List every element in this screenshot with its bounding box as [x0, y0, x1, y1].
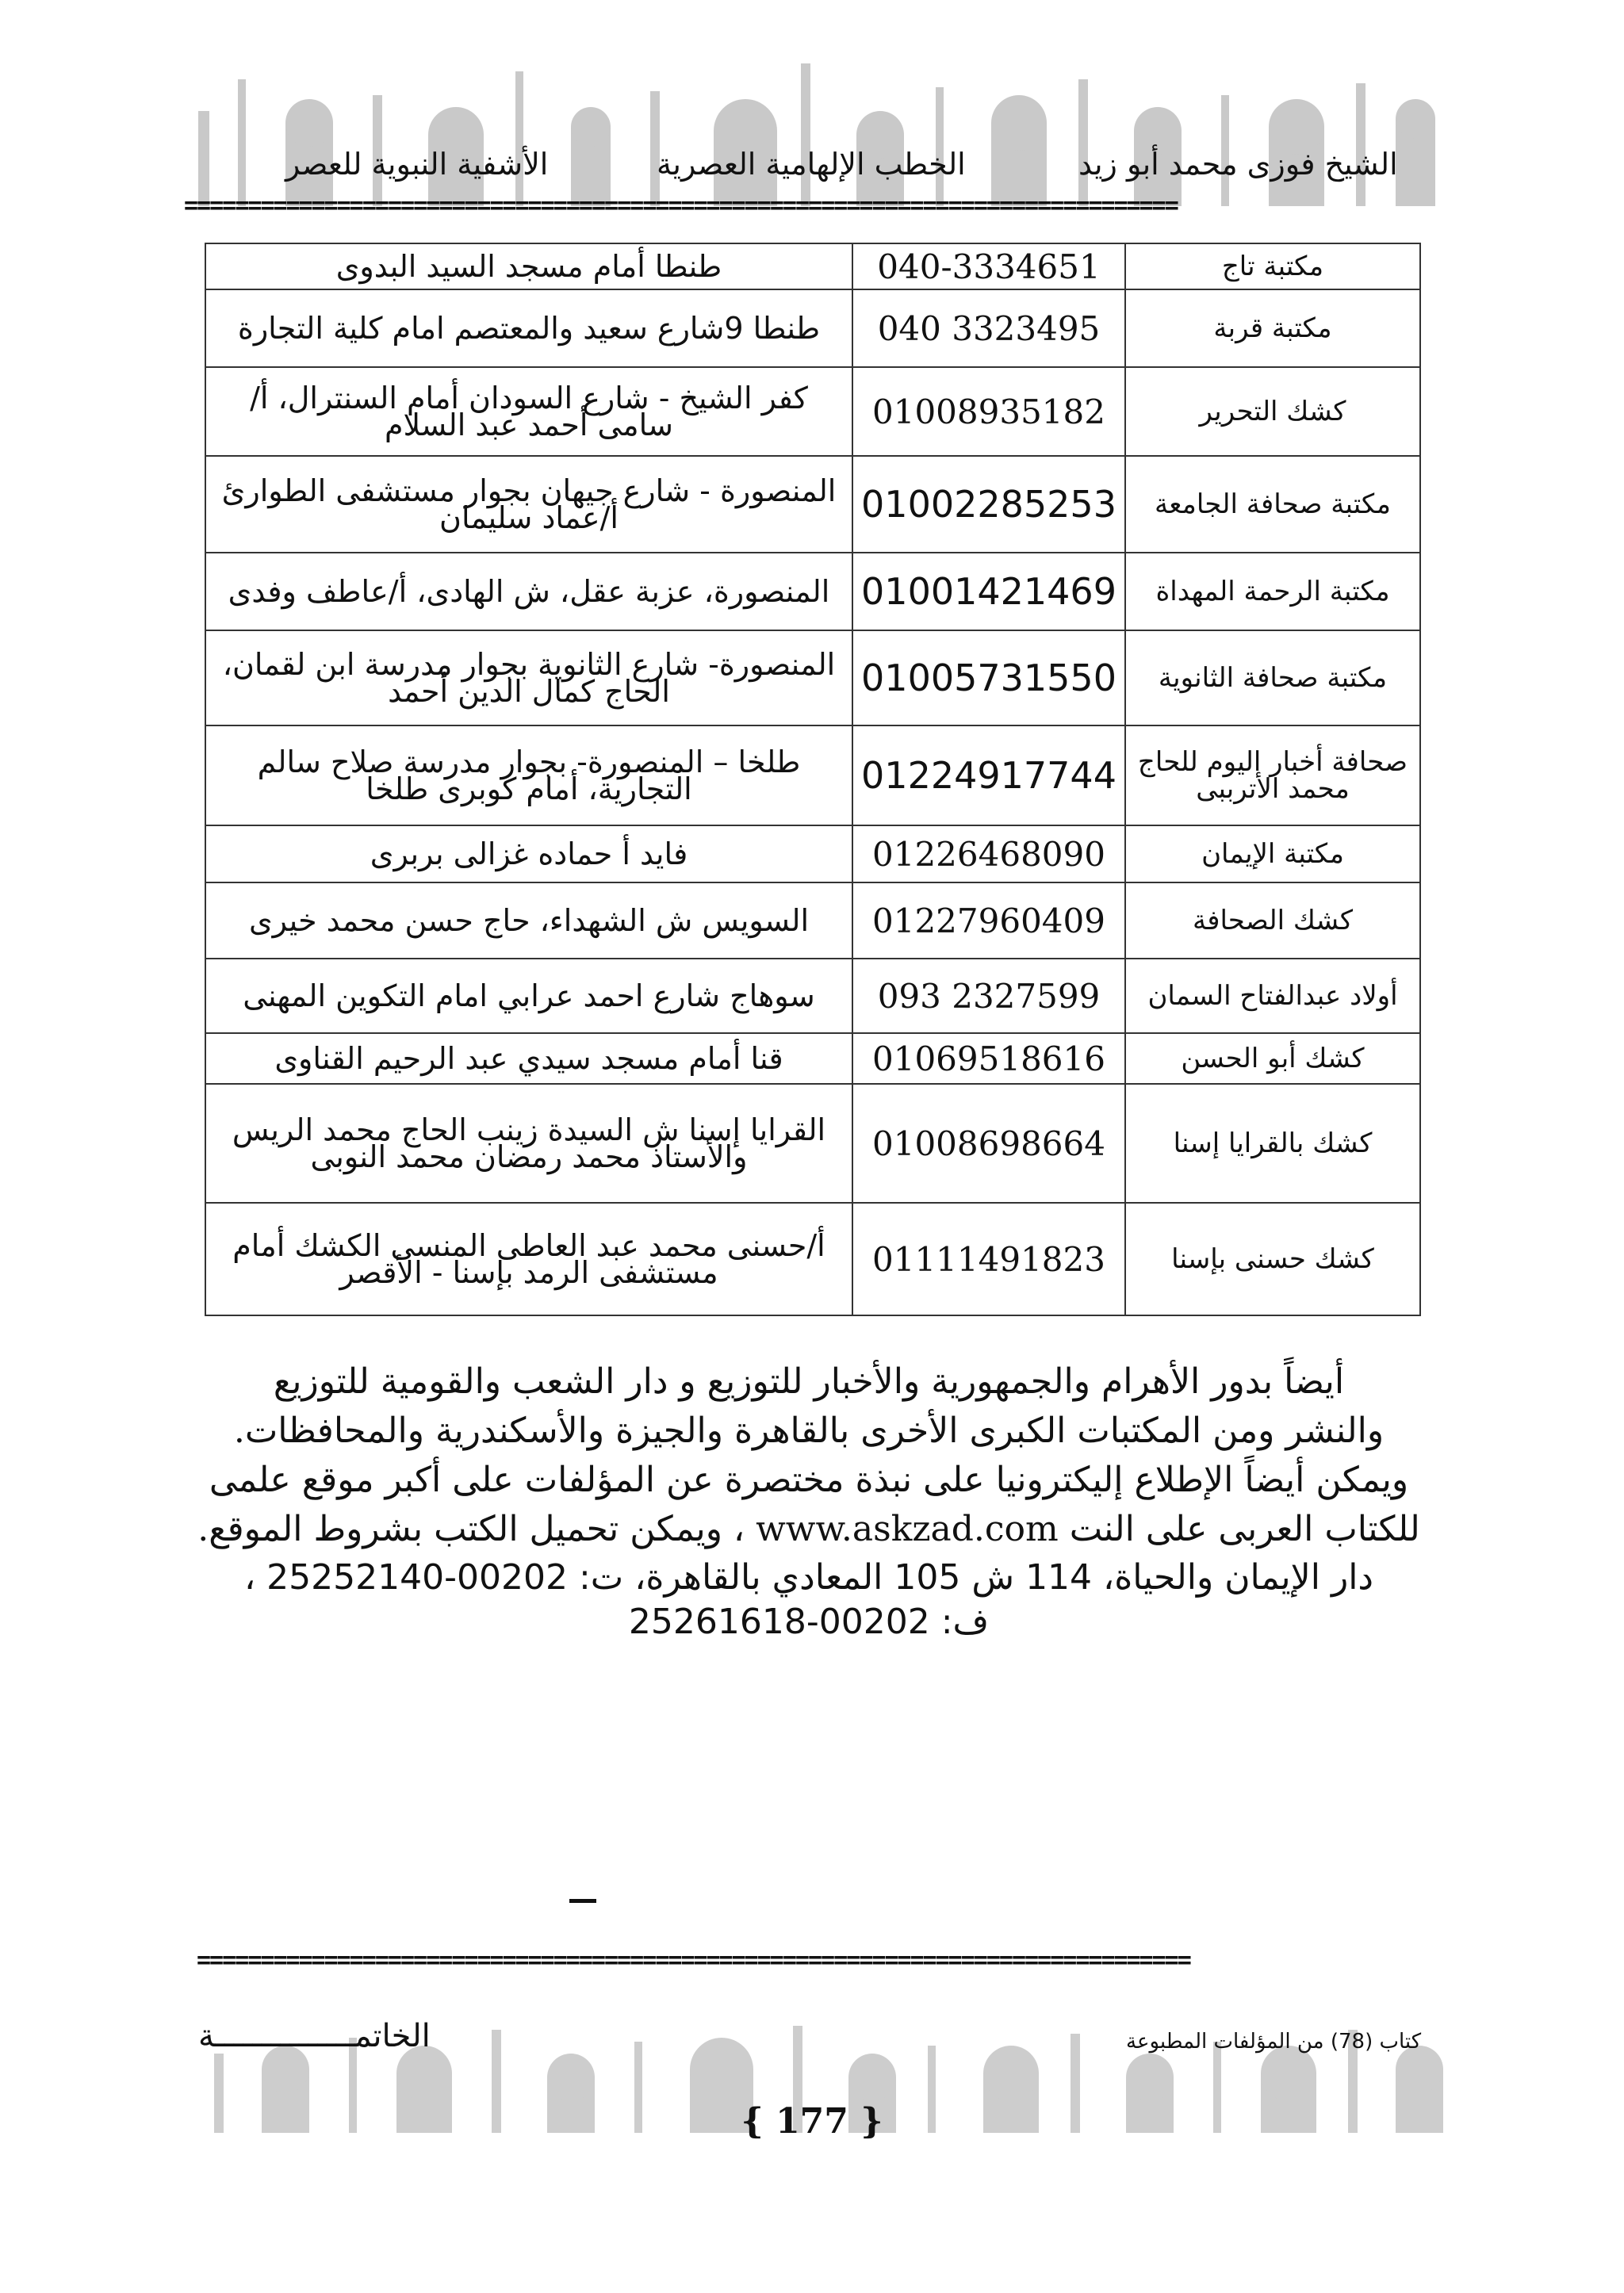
body-line-3: ويمكن أيضاً الإطلاع إليكترونيا على نبذة مختصرة عن المؤلفات على أكبر موقع علمى — [209, 1460, 1409, 1500]
table-row — [205, 289, 1420, 367]
stray-dash — [569, 1899, 596, 1903]
footer-rule: ============================================================================== — [197, 1949, 1190, 1973]
table-row — [205, 882, 1420, 959]
publisher-fax: ف: 00202-25261618 — [628, 1602, 990, 1642]
name-cell: أولاد عبدالفتاح السمان — [1125, 959, 1420, 1033]
phone-cell: 01111491823 — [852, 1203, 1125, 1315]
address-cell: قنا أمام مسجد سيدي عبد الرحيم القناوى — [205, 1033, 852, 1084]
address-cell: أ/حسنى محمد عبد العاطى المنسى الكشك أمام مستشفى الرمد بإسنا - الأقصر — [205, 1203, 852, 1315]
header-rule: ============================================================================== — [184, 194, 1178, 218]
header-mosque-skyline — [0, 48, 1624, 206]
phone-cell: 01008935182 — [852, 367, 1125, 456]
name-cell: مكتبة الرحمة المهداة — [1125, 553, 1420, 630]
table-row — [205, 553, 1420, 630]
address-cell: طنطا أمام مسجد السيد البدوى — [205, 243, 852, 289]
body-line-2: والنشر ومن المكتبات الكبرى الأخرى بالقاهرة والجيزة والأسكندرية والمحافظات. — [233, 1411, 1385, 1451]
phone-cell: 01069518616 — [852, 1033, 1125, 1084]
distributors-table — [205, 243, 1421, 1316]
phone-cell: 01002285253 — [852, 456, 1125, 553]
name-cell: مكتبة الإيمان — [1125, 825, 1420, 882]
address-cell: طلخا – المنصورة- بجوار مدرسة صلاح سالم التجارية، أمام كوبرى طلخا — [205, 725, 852, 825]
phone-cell: 040-3334651 — [852, 243, 1125, 289]
header-author: الشيخ فوزى محمد أبو زيد — [1078, 147, 1398, 182]
phone-cell: 01001421469 — [852, 553, 1125, 630]
name-cell: مكتبة صحافة الجامعة — [1125, 456, 1420, 553]
address-cell: سوهاج شارع احمد عرابي امام التكوين المهنى — [205, 959, 852, 1033]
address-cell: المنصورة- شارع الثانوية بجوار مدرسة ابن لقمان، الحاج كمال الدين أحمد — [205, 630, 852, 725]
name-cell: مكتبة قربة — [1125, 289, 1420, 367]
address-cell: السويس ش الشهداء، حاج حسن محمد خيرى — [205, 882, 852, 959]
table-row — [205, 630, 1420, 725]
table-row — [205, 1033, 1420, 1084]
address-cell: طنطا 9شارع سعيد والمعتصم امام كلية التجارة — [205, 289, 852, 367]
address-cell: المنصورة، عزبة عقل، ش الهادى، أ/عاطف وفدى — [205, 553, 852, 630]
name-cell: كشك بالقرايا إسنا — [1125, 1084, 1420, 1203]
header-series-title: الأشفية النبوية للعصر — [285, 147, 549, 182]
header-book-title: الخطب الإلهامية العصرية — [657, 147, 966, 182]
address-cell: فايد أ حماده غزالى بربرى — [205, 825, 852, 882]
phone-cell: 01005731550 — [852, 630, 1125, 725]
name-cell: كشك أبو الحسن — [1125, 1033, 1420, 1084]
name-cell: صحافة أخبار اليوم للحاج محمد الأترببى — [1125, 725, 1420, 825]
body-line-1: أيضاً بدور الأهرام والجمهورية والأخبار للتوزيع و دار الشعب والقومية للتوزيع — [273, 1361, 1345, 1402]
table-row — [205, 243, 1420, 289]
phone-cell: 093 2327599 — [852, 959, 1125, 1033]
name-cell: مكتبة تاج — [1125, 243, 1420, 289]
table-row — [205, 456, 1420, 553]
table-row — [205, 725, 1420, 825]
publisher-address: دار الإيمان والحياة، 114 ش 105 المعادي بالقاهرة، ت: 00202-25252140 ، — [243, 1557, 1374, 1598]
table-row — [205, 1203, 1420, 1315]
phone-cell: 01224917744 — [852, 725, 1125, 825]
phone-cell: 01226468090 — [852, 825, 1125, 882]
name-cell: كشك حسنى بإسنا — [1125, 1203, 1420, 1315]
address-cell: كفر الشيخ - شارع السودان أمام السنترال، أ/سامى أحمد عبد السلام — [205, 367, 852, 456]
footer-book-count: كتاب (78) من المؤلفات المطبوعة — [1126, 2030, 1422, 2054]
table-row — [205, 825, 1420, 882]
address-cell: المنصورة - شارع جيهان بجوار مستشفى الطوارئ أ/عماد سليمان — [205, 456, 852, 553]
table-row — [205, 367, 1420, 456]
phone-cell: 040 3323495 — [852, 289, 1125, 367]
footer-section-title: الخاتمـــــــــــــــة — [198, 2018, 431, 2054]
name-cell: كشك التحرير — [1125, 367, 1420, 456]
address-cell: القرايا إسنا ش السيدة زينب الحاج محمد الريس والأستاذ محمد رمضان محمد النوبى — [205, 1084, 852, 1203]
body-line-4: للكتاب العربى على النت www.askzad.com ، ويمكن تحميل الكتب بشروط الموقع. — [197, 1509, 1420, 1549]
name-cell: مكتبة صحافة الثانوية — [1125, 630, 1420, 725]
page-number: { 177 } — [741, 2101, 883, 2142]
table-row — [205, 1084, 1420, 1203]
phone-cell: 01008698664 — [852, 1084, 1125, 1203]
name-cell: كشك الصحافة — [1125, 882, 1420, 959]
phone-cell: 01227960409 — [852, 882, 1125, 959]
table-row — [205, 959, 1420, 1033]
